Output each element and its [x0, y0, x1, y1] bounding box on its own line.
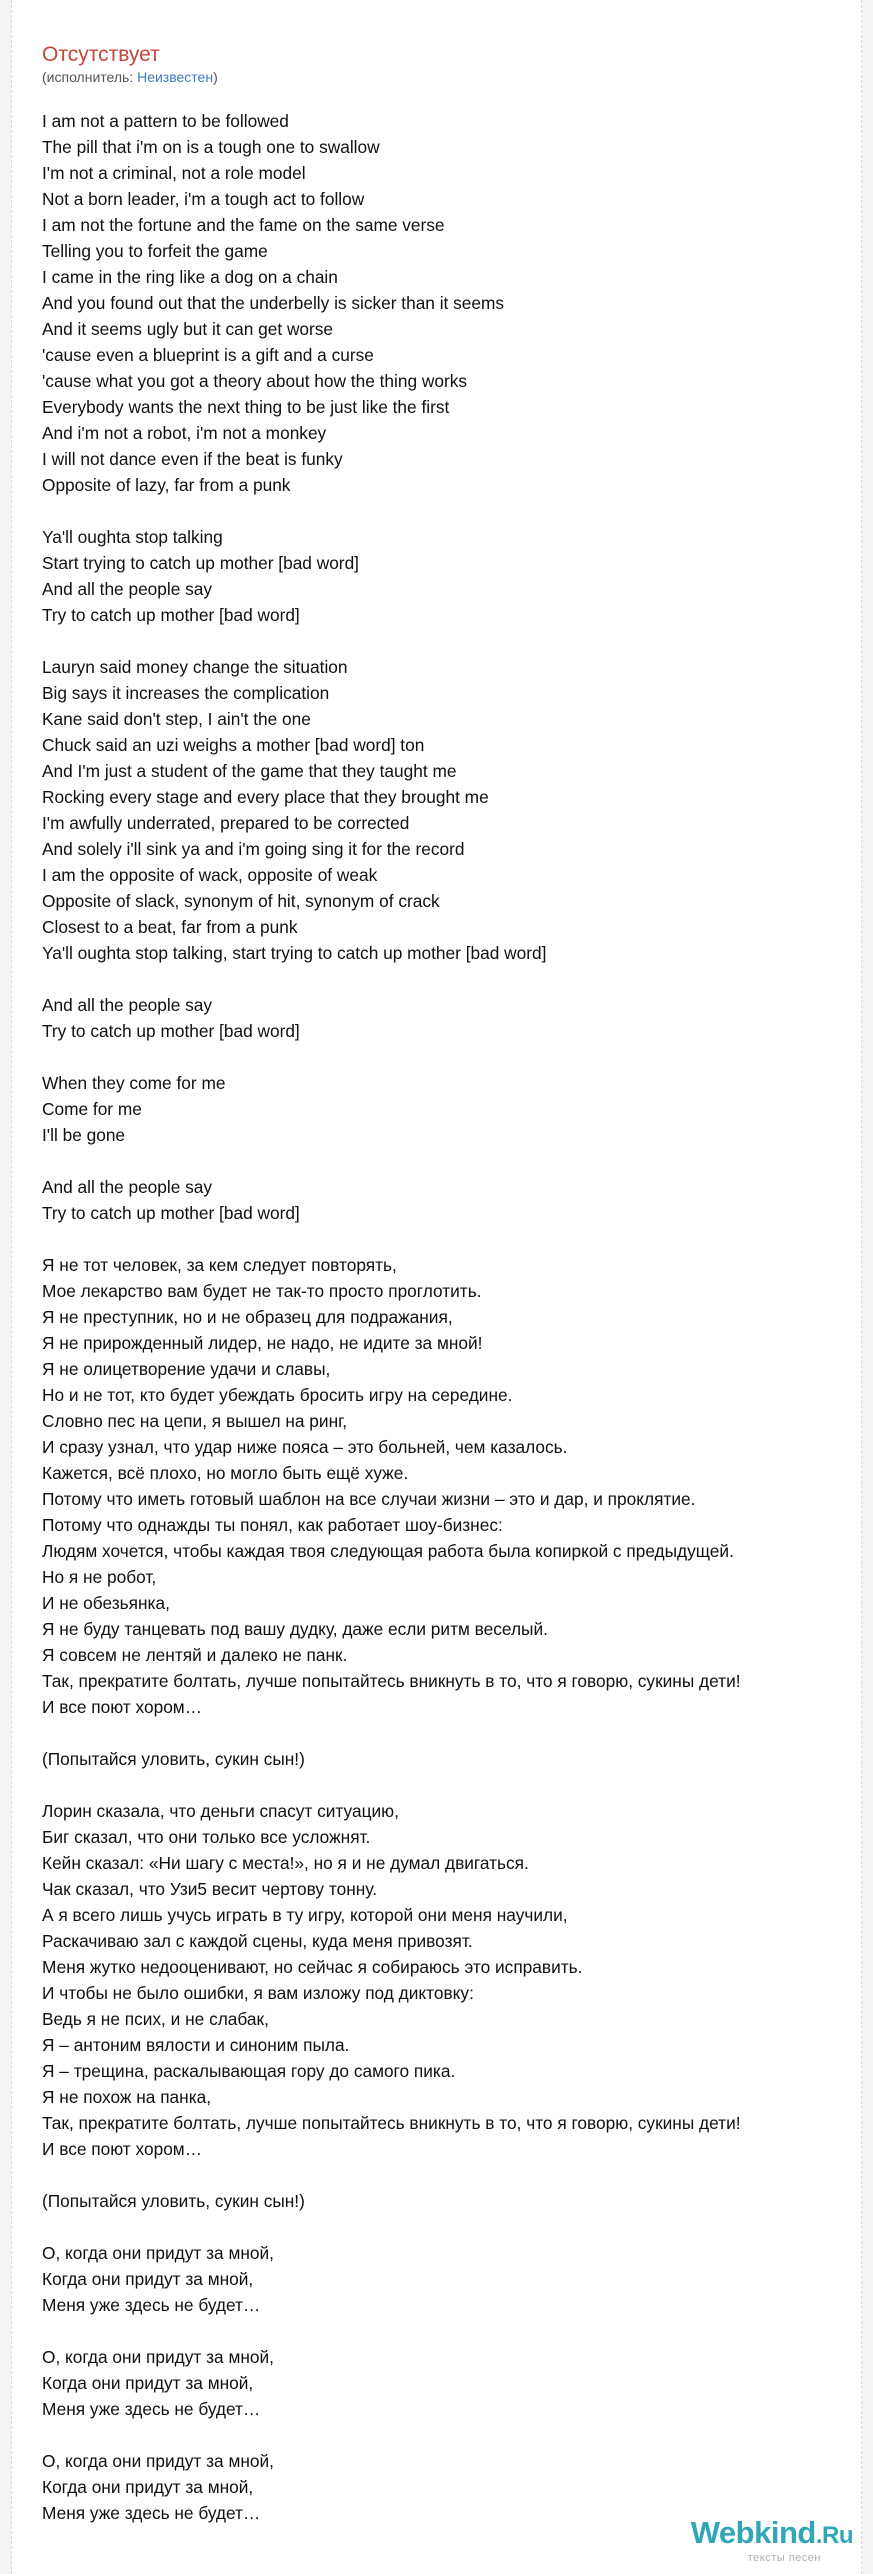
artist-prefix: (исполнитель:: [42, 69, 138, 85]
lyric-line: I'm not a criminal, not a role model: [42, 163, 306, 183]
lyric-line: Потому что иметь готовый шаблон на все случаи жизни – это и дар, и проклятие.: [42, 1489, 696, 1509]
lyric-line: Opposite of slack, synonym of hit, synonym of crack: [42, 891, 440, 911]
lyric-line: Closest to a beat, far from a punk: [42, 917, 298, 937]
lyric-line: Людям хочется, чтобы каждая твоя следующая работа была копиркой с предыдущей.: [42, 1541, 734, 1561]
lyric-line: Я совсем не лентяй и далеко не панк.: [42, 1645, 348, 1665]
lyric-line: Я не буду танцевать под вашу дудку, даже если ритм веселый.: [42, 1619, 548, 1639]
lyric-line: Come for me: [42, 1099, 142, 1119]
stanza-gap: [42, 2214, 862, 2240]
stanza-gap: [42, 498, 862, 524]
lyric-line: Start trying to catch up mother [bad word]: [42, 553, 359, 573]
stanza-gap: [42, 1148, 862, 1174]
stanza-gap: [42, 2162, 862, 2188]
lyric-line: Биг сказал, что они только все усложнят.: [42, 1827, 371, 1847]
song-header: [42, 42, 218, 86]
lyric-line: И все поют хором…: [42, 1697, 202, 1717]
lyric-line: Lauryn said money change the situation: [42, 657, 348, 677]
lyric-line: Я – антоним вялости и синоним пыла.: [42, 2035, 350, 2055]
lyric-line: And all the people say: [42, 1177, 213, 1197]
artist-suffix: ): [213, 69, 218, 85]
lyric-line: Я не олицетворение удачи и славы,: [42, 1359, 331, 1379]
lyric-line: (Попытайся уловить, сукин сын!): [42, 2191, 305, 2211]
lyric-line: И сразу узнал, что удар ниже пояса – это больней, чем казалось.: [42, 1437, 568, 1457]
lyric-line: Меня жутко недооценивают, но сейчас я собираюсь это исправить.: [42, 1957, 583, 1977]
lyric-line: And I'm just a student of the game that they taught me: [42, 761, 457, 781]
lyric-line: Так, прекратите болтать, лучше попытайтесь вникнуть в то, что я говорю, сукины дети!: [42, 2113, 741, 2133]
lyric-line: I came in the ring like a dog on a chain: [42, 267, 338, 287]
lyric-line: Меня уже здесь не будет…: [42, 2399, 261, 2419]
lyric-line: Когда они придут за мной,: [42, 2477, 254, 2497]
artist-line: [42, 68, 218, 86]
lyric-line: And all the people say: [42, 995, 213, 1015]
lyric-line: 'cause what you got a theory about how the thing works: [42, 371, 468, 391]
lyric-line: Я не преступник, но и не образец для подражания,: [42, 1307, 453, 1327]
webkind-logo[interactable]: [691, 2517, 853, 2564]
lyric-line: Я не прирожденный лидер, не надо, не идите за мной!: [42, 1333, 483, 1353]
artist-link[interactable]: Неизвестен: [137, 69, 214, 85]
stanza-gap: [42, 2318, 862, 2344]
lyric-line: Kane said don't step, I ain't the one: [42, 709, 311, 729]
lyric-line: Try to catch up mother [bad word]: [42, 1203, 300, 1223]
lyric-line: Так, прекратите болтать, лучше попытайтесь вникнуть в то, что я говорю, сукины дети!: [42, 1671, 741, 1691]
lyric-line: I am not a pattern to be followed: [42, 111, 289, 131]
stanza-gap: [42, 1720, 862, 1746]
lyric-line: The pill that i'm on is a tough one to swallow: [42, 137, 380, 157]
lyric-line: Ya'll oughta stop talking: [42, 527, 223, 547]
lyric-line: And solely i'll sink ya and i'm going sing it for the record: [42, 839, 465, 859]
lyric-line: Потому что однажды ты понял, как работает шоу-бизнес:: [42, 1515, 503, 1535]
stanza-gap: [42, 2422, 862, 2448]
lyric-line: Когда они придут за мной,: [42, 2269, 254, 2289]
stanza-gap: [42, 966, 862, 992]
lyric-line: Меня уже здесь не будет…: [42, 2295, 261, 2315]
lyric-line: О, когда они придут за мной,: [42, 2347, 274, 2367]
lyric-line: Но я не робот,: [42, 1567, 157, 1587]
lyric-line: I'm awfully underrated, prepared to be corrected: [42, 813, 410, 833]
lyric-line: 'cause even a blueprint is a gift and a curse: [42, 345, 374, 365]
lyric-line: Я – трещина, раскалывающая гору до самого пика.: [42, 2061, 456, 2081]
lyric-line: I am the opposite of wack, opposite of weak: [42, 865, 378, 885]
lyrics-body: [42, 108, 862, 2526]
lyric-line: I am not the fortune and the fame on the same verse: [42, 215, 445, 235]
lyric-line: Everybody wants the next thing to be just like the first: [42, 397, 450, 417]
lyric-line: Словно пес на цепи, я вышел на ринг,: [42, 1411, 348, 1431]
lyric-line: Кажется, всё плохо, но могло быть ещё хуже.: [42, 1463, 409, 1483]
lyric-line: И чтобы не было ошибки, я вам изложу под диктовку:: [42, 1983, 474, 2003]
lyric-line: И все поют хором…: [42, 2139, 202, 2159]
logo-web: Web: [690, 2515, 755, 2550]
stanza-gap: [42, 1044, 862, 1070]
logo-wordmark: [691, 2517, 853, 2552]
lyric-line: And all the people say: [42, 579, 213, 599]
page: [11, 0, 862, 2574]
lyric-line: Мое лекарство вам будет не так-то просто проглотить.: [42, 1281, 482, 1301]
lyric-line: Opposite of lazy, far from a punk: [42, 475, 291, 495]
lyric-line: Big says it increases the complication: [42, 683, 330, 703]
lyric-line: I will not dance even if the beat is funky: [42, 449, 343, 469]
logo-kind: kind: [754, 2515, 816, 2550]
lyric-line: И не обезьянка,: [42, 1593, 170, 1613]
lyric-line: Rocking every stage and every place that they brought me: [42, 787, 489, 807]
stanza-gap: [42, 1226, 862, 1252]
lyric-line: Not a born leader, i'm a tough act to follow: [42, 189, 365, 209]
lyric-line: Кейн сказал: «Ни шагу с места!», но я и не думал двигаться.: [42, 1853, 529, 1873]
lyric-line: When they come for me: [42, 1073, 226, 1093]
logo-ru: .Ru: [815, 2522, 853, 2549]
lyric-line: О, когда они придут за мной,: [42, 2243, 274, 2263]
lyric-line: I'll be gone: [42, 1125, 126, 1145]
lyric-line: Я не похож на панка,: [42, 2087, 212, 2107]
song-title: Отсутствует: [42, 43, 160, 66]
logo-subtitle: тексты песен: [747, 2552, 821, 2564]
lyric-line: Но и не тот, кто будет убеждать бросить игру на середине.: [42, 1385, 513, 1405]
lyric-line: Chuck said an uzi weighs a mother [bad word] ton: [42, 735, 425, 755]
lyric-line: And it seems ugly but it can get worse: [42, 319, 334, 339]
lyric-line: Когда они придут за мной,: [42, 2373, 254, 2393]
lyric-line: (Попытайся уловить, сукин сын!): [42, 1749, 305, 1769]
lyric-line: Я не тот человек, за кем следует повторять,: [42, 1255, 397, 1275]
lyric-line: Ведь я не псих, и не слабак,: [42, 2009, 269, 2029]
lyric-line: Try to catch up mother [bad word]: [42, 1021, 300, 1041]
stanza-gap: [42, 628, 862, 654]
lyric-line: Try to catch up mother [bad word]: [42, 605, 300, 625]
lyric-line: Лорин сказала, что деньги спасут ситуацию,: [42, 1801, 399, 1821]
lyric-line: Раскачиваю зал с каждой сцены, куда меня привозят.: [42, 1931, 473, 1951]
stanza-gap: [42, 1772, 862, 1798]
lyric-line: Чак сказал, что Узи5 весит чертову тонну.: [42, 1879, 377, 1899]
lyric-line: And i'm not a robot, i'm not a monkey: [42, 423, 327, 443]
lyric-line: Telling you to forfeit the game: [42, 241, 268, 261]
lyric-line: Меня уже здесь не будет…: [42, 2503, 261, 2523]
lyric-line: And you found out that the underbelly is sicker than it seems: [42, 293, 505, 313]
lyric-line: А я всего лишь учусь играть в ту игру, которой они меня научили,: [42, 1905, 568, 1925]
lyric-line: Ya'll oughta stop talking, start trying to catch up mother [bad word]: [42, 943, 547, 963]
lyric-line: О, когда они придут за мной,: [42, 2451, 274, 2471]
